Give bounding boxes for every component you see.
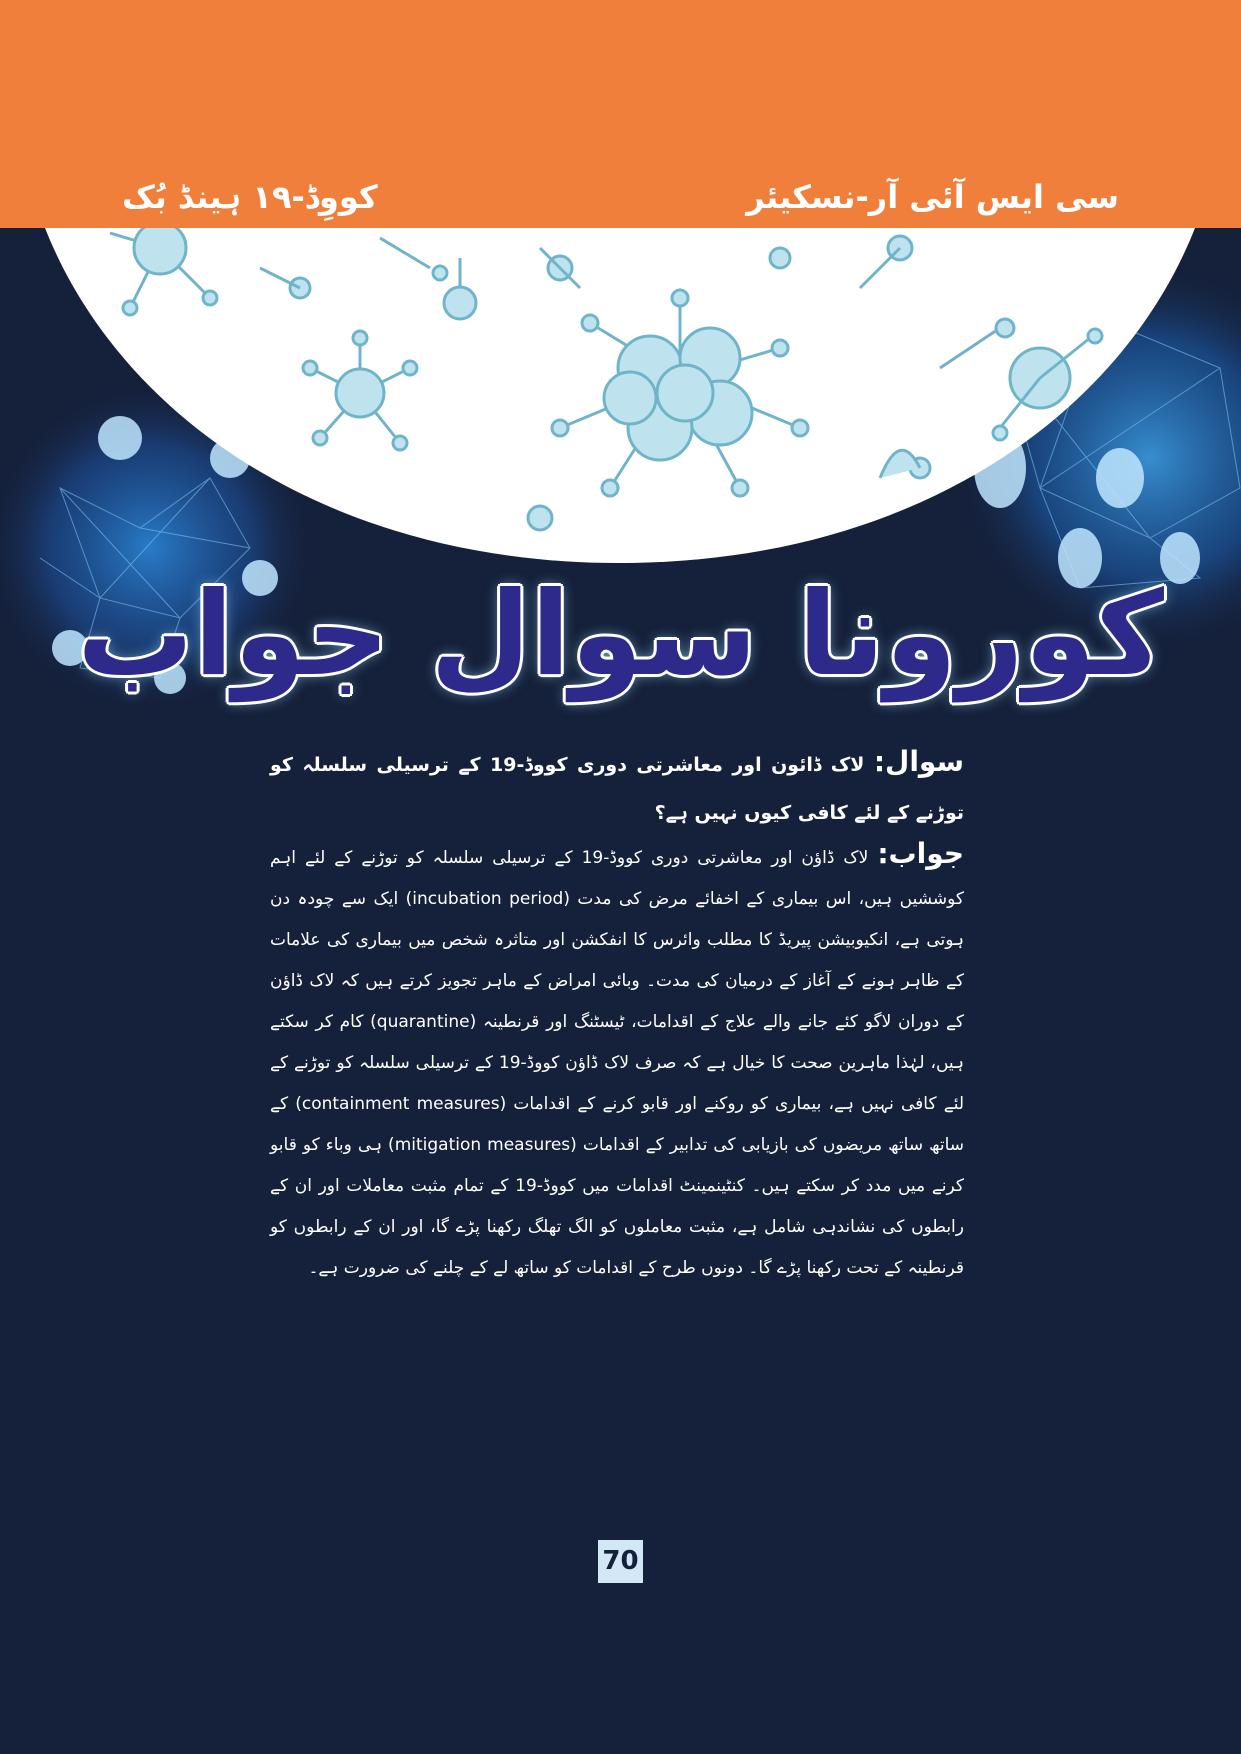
publisher-title: سی ایس آئی آر-نسکیئر xyxy=(746,178,1119,216)
handbook-title: کووِڈ-۱۹ ہینڈ بُک xyxy=(122,178,378,216)
question-label: سوال: xyxy=(873,745,965,778)
answer-block xyxy=(270,833,964,1289)
answer-text: لاک ڈاؤن اور معاشرتی دوری کووڈ-19 کے ترسیلی سلسلہ کو توڑنے کے لئے اہم کوششیں ہیں، اس بیماری کے اخفائے مرض کی مدت (incubation period) ایک سے چودہ دن ہوتی ہے، انکیوبیشن پیریڈ کا مطلب وائرس کا انفکشن اور متاثرہ شخص میں بیماری کی علامات کے ظاہر ہونے کے آغاز کے درمیان کی مدت۔ وبائی امراض کے ماہر تجویز کرتے ہیں کہ لاک ڈاؤن کے دوران لاگو کئے جانے والے علاج کے اقدامات، ٹیسٹنگ اور قرنطینہ (quarantine) کام کر سکتے ہیں، لہٰذا ماہرین صحت کا خیال ہے کہ صرف لاک ڈاؤن کووڈ-19 کے ترسیلی سلسلہ کو توڑنے کے لئے کافی نہیں ہے، بیماری کو روکنے اور قابو کرنے کے اقدامات (containment measures) کے ساتھ ساتھ مریضوں کی بازیابی کی تدابیر کے اقدامات (mitigation measures) ہی وباء کو قابو کرنے میں مدد کر سکتے ہیں۔ کنٹینمینٹ اقدامات میں کووڈ-19 کے تمام مثبت معاملات اور ان کے رابطوں کی نشاندہی شامل ہے، مثبت معاملوں کو الگ تھلگ رکھنا پڑے گا، اور ان کے رابطوں کو قرنطینہ کے تحت رکھنا پڑے گا۔ دونوں طرح کے اقدامات کو ساتھ لے کے چلنے کی ضرورت ہے۔ xyxy=(270,848,965,1278)
question-text: لاک ڈائون اور معاشرتی دوری کووڈ-19 کے ترسیلی سلسلہ کو توڑنے کے لئے کافی کیوں نہیں ہے؟ xyxy=(270,754,964,824)
header-band xyxy=(0,0,1241,228)
answer-label: جواب: xyxy=(877,837,964,870)
page-number: 70 xyxy=(598,1540,643,1583)
question-block xyxy=(270,738,964,837)
main-title: کورونا سوال جواب xyxy=(77,567,1164,702)
